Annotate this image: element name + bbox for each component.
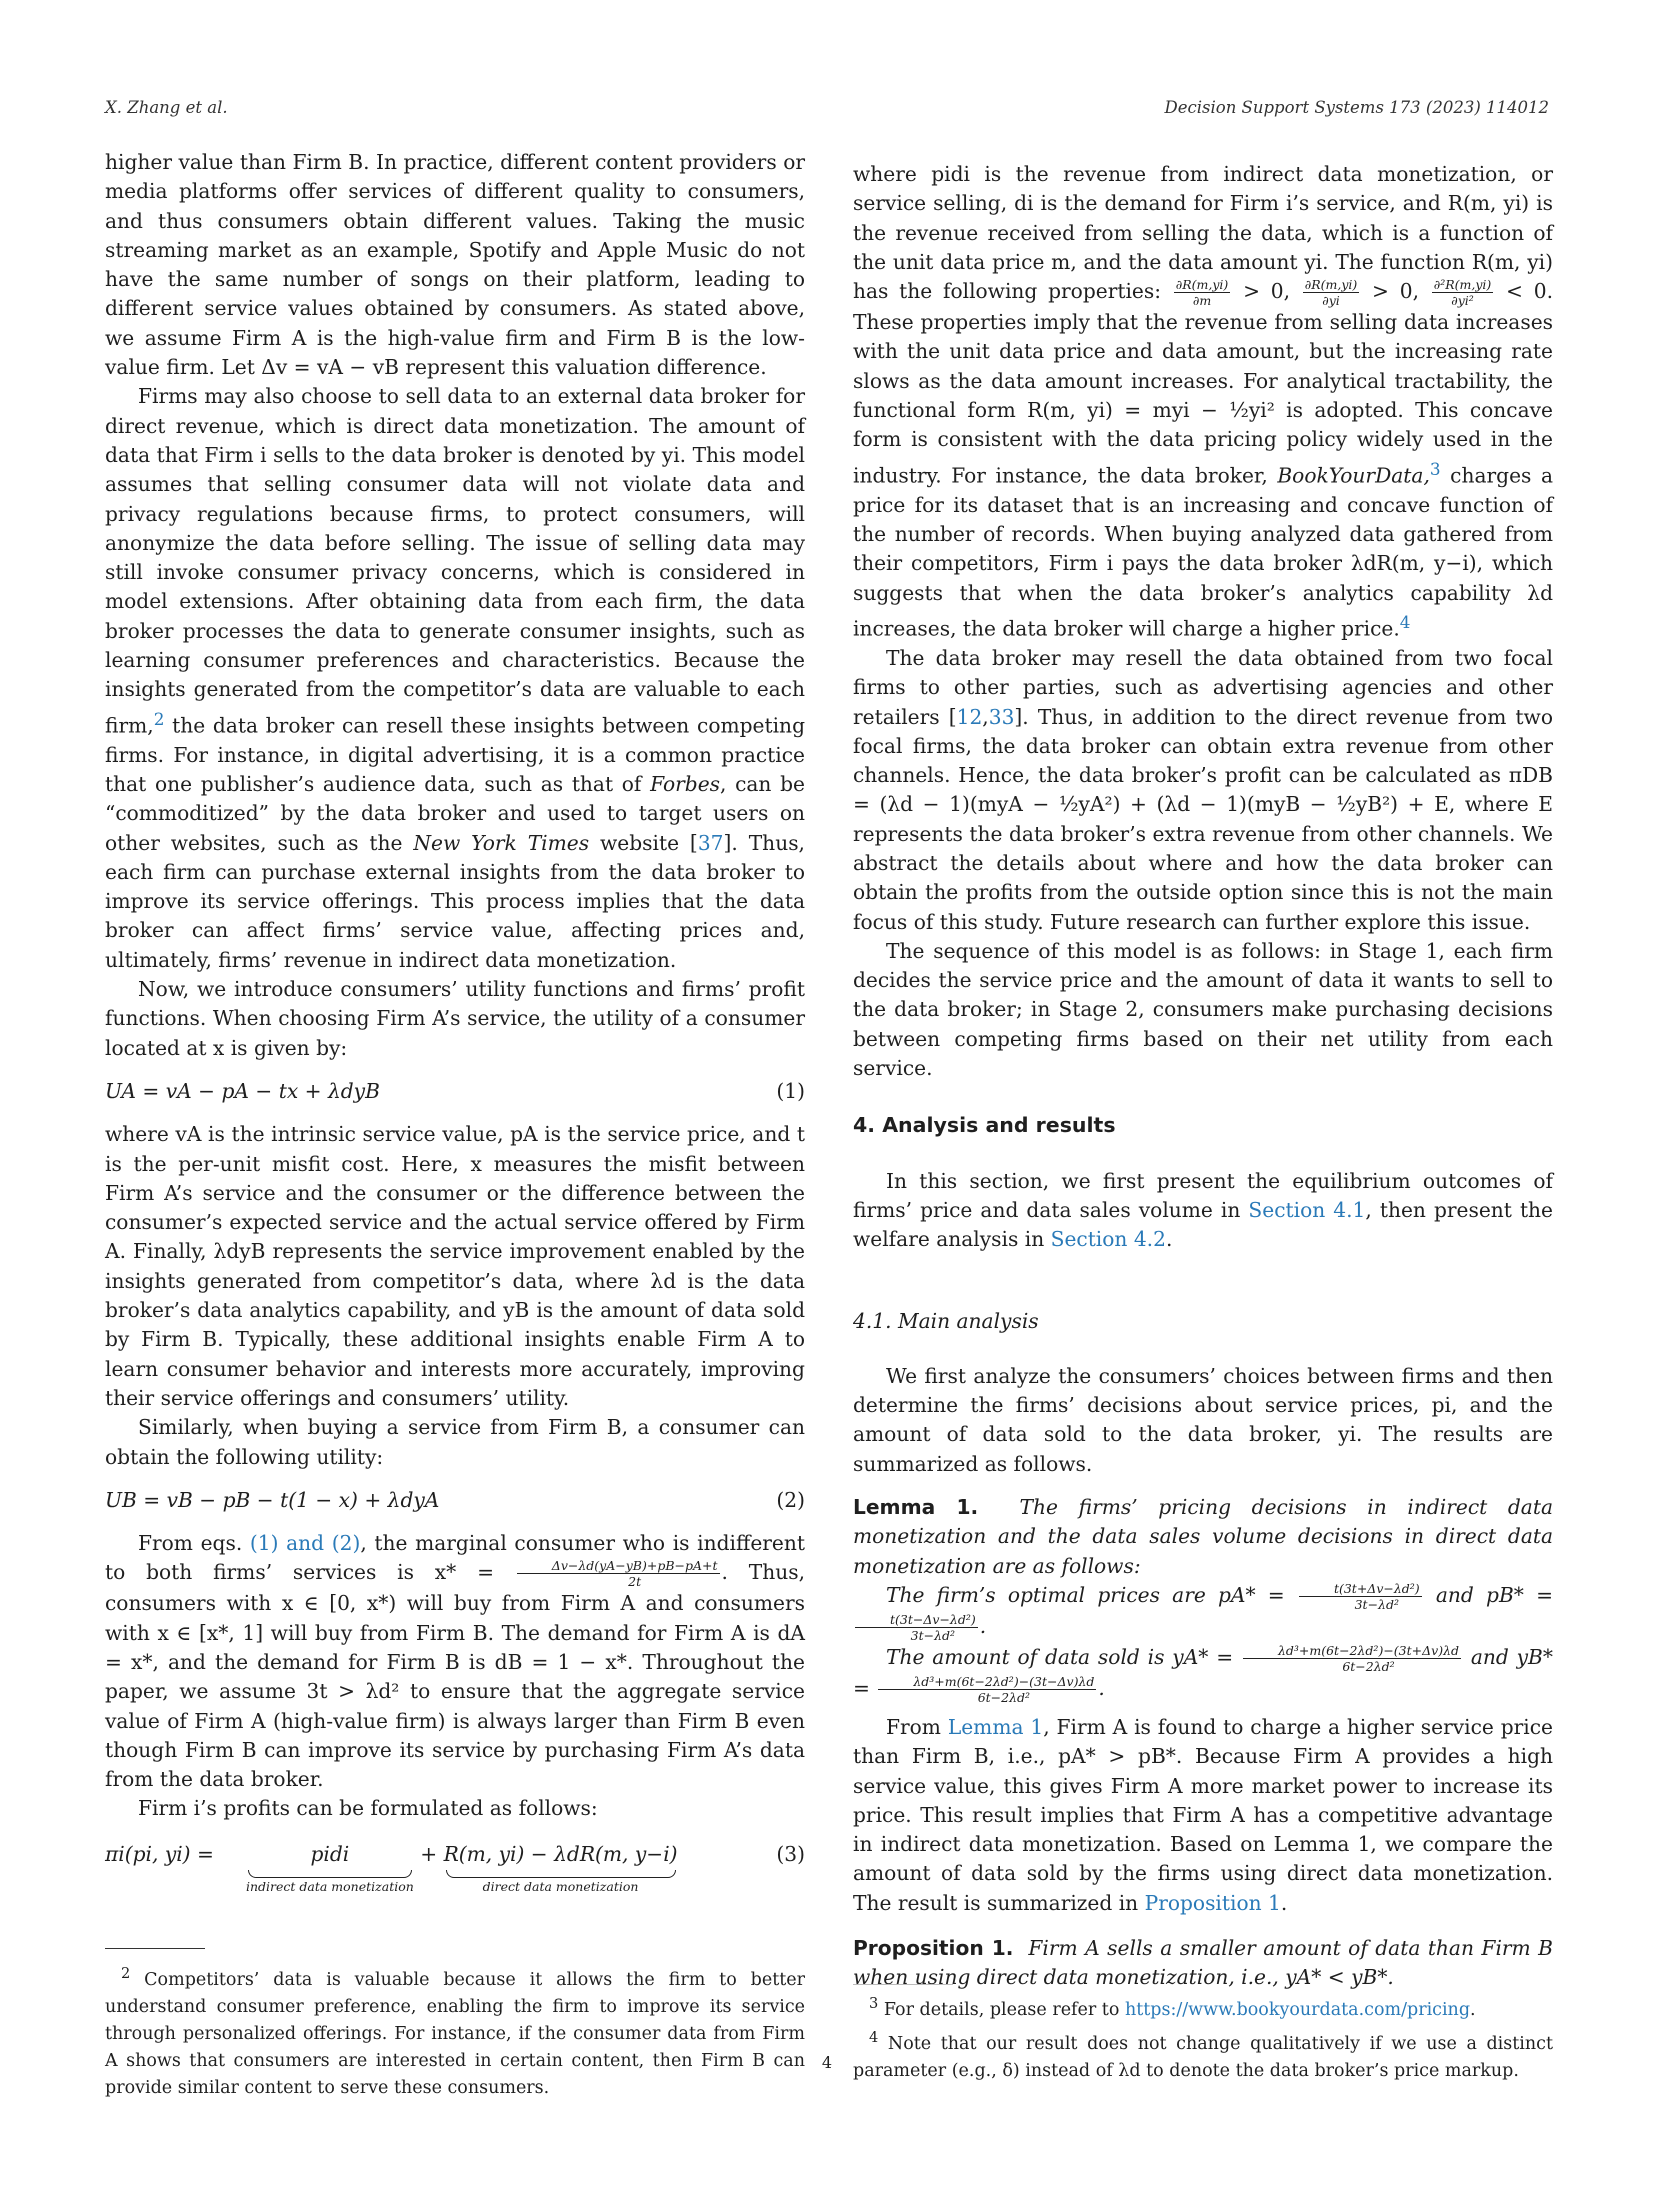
lemma-link[interactable]: Lemma 1	[947, 1714, 1044, 1739]
page-number: 4	[821, 2053, 833, 2072]
citation-link[interactable]: 37	[697, 830, 724, 855]
paragraph: From eqs. (1) and (2), the marginal consumer who is indifferent to both firms’ services is x* = $\frac{\Delta v-\lambda d(yA-yB)+pB-pA+t}{2t}$ . Thus, consumers with x ∈ [0, x*) will buy from Firm A and consumers with x ∈ [x*, 1] will buy from Firm B. The demand for Firm A is dA = x*, and the demand for Firm B is dB = 1 − x*. Throughout the paper, we assume 3t > λd² to ensure that the aggregate service value of Firm A (high-value firm) is always larger than Firm B even though Firm B can improve its service by purchasing Firm A’s data from the data broker.	[105, 1531, 805, 1792]
fraction: $\frac{\partial R(m,yi)}{\partial yi}$	[1304, 277, 1358, 309]
section-link[interactable]: Section 4.2	[1050, 1227, 1166, 1252]
paragraph: In this section, we first present the equilibrium outcomes of firms’ price and data sales volume in Section 4.1, then present the welfare analysis in Section 4.2.	[853, 1168, 1554, 1252]
paragraph: where pidi is the revenue from indirect data monetization, or service selling, di is the demand for Firm i’s service, and R(m, yi) is the revenue received from selling the data, which is a function of the unit data price m, and the data amount yi. The function R(m, yi) has the following properties: $\frac{\partial R(m,yi)}{\partial m}$ > 0, $\frac{\partial R(m,yi)}{\partial yi}$ > 0, $\frac{\text{∂²R(m,yi)}}{\text{∂yi²}}$ < 0. These properties imply that the revenue from selling data increases with the unit data price and data amount, but the increasing rate slows as the data amount increases. For analytical tractability, the functional form R(m, yi) = myi − ½yi² is adopted. This concave form is consistent with the data pricing policy widely used in the industry. For instance, the data broker, BookYourData,$^3$ charges a price for its dataset that is an increasing and concave function of the number of records. When buying analyzed data gathered from their competitors, Firm i pays the data broker λdR(m, y−i), which suggests that when the data broker’s analytics capability λd increases, the data broker will charge a higher price.$^4$	[853, 162, 1553, 641]
equation-number: (3)	[776, 1841, 805, 1866]
paragraph: Firm i’s profits can be formulated as follows:	[138, 1796, 598, 1821]
equation-number: (2)	[776, 1487, 805, 1512]
section-heading: 4. Analysis and results	[853, 1113, 1116, 1138]
fraction: $\frac{\text{λd³+m(6t−2λd²)−(3t+Δv)λd}}{\text{6t−2λd²}}$	[1243, 1643, 1461, 1674]
paragraph: Firms may also choose to sell data to an external data broker for direct revenue, which is direct data monetization. The amount of data that Firm i sells to the data broker is denoted by yi. This model assumes that selling consumer data will not violate data and privacy regulations because firms, to protect consumers, will anonymize the data before selling. The issue of selling data may still invoke consumer privacy concerns, which is considered in model extensions. After obtaining data from each firm, the data broker processes the data to generate consumer insights, such as learning consumer preferences and characteristics. Because the insights generated from the competitor’s data are valuable to each firm,$^2$ the data broker can resell these insights between competing firms. For instance, in digital advertising, it is a common practice that one publisher’s audience data, such as that of Forbes, can be “commoditized” by the data broker and used to target users on other websites, such as the New York Times website [37]. Thus, each firm can purchase external insights from the data broker to improve its service offerings. This process implies that the data broker can affect firms’ service value, affecting prices and, ultimately, firms’ revenue in indirect data monetization.	[105, 384, 805, 972]
paragraph: higher value than Firm B. In practice, different content providers or media platforms offer services of different quality to consumers, and thus consumers obtain different values. Taking the music streaming market as an example, Spotify and Apple Music do not have the same number of songs on their platform, leading to different service values obtained by consumers. As stated above, we assume Firm A is the high-value firm and Firm B is the low-value firm. Let Δv = vA − vB represent this valuation difference.	[105, 150, 805, 380]
footnote-ref[interactable]: 2	[153, 708, 165, 729]
fraction: $\frac{\text{t(3t+Δv−λd²)}}{\text{3t−λd²}}$	[1299, 1581, 1422, 1612]
paragraph: From Lemma 1, Firm A is found to charge a higher service price than Firm B, i.e., pA* > pB*. Because Firm A provides a high service value, this gives Firm A more market power to increase its price. This result implies that Firm A has a competitive advantage in indirect data monetization. Based on Lemma 1, we compare the amount of data sold by the firms using direct data monetization. The result is summarized in Proposition 1.	[853, 1714, 1553, 1915]
running-header-journal: Decision Support Systems 173 (2023) 114012	[1164, 98, 1549, 117]
paragraph: The sequence of this model is as follows: in Stage 1, each firm decides the service price and the amount of data it wants to sell to the data broker; in Stage 2, consumers make purchasing decisions between competing firms based on their net utility from each service.	[853, 938, 1553, 1081]
footnote-divider	[853, 1984, 953, 1985]
equation-2: UB = vB − pB − t(1 − x) + λdyA (2)	[105, 1486, 805, 1515]
footnote-3: $^3$ For details, please refer to https://www.bookyourdata.com/pricing.	[869, 1995, 1476, 2020]
paragraph: Similarly, when buying a service from Firm B, a consumer can obtain the following utility:	[105, 1415, 805, 1469]
paragraph: We first analyze the consumers’ choices between firms and then determine the firms’ decisions about service prices, pi, and the amount of data sold to the data broker, yi. The results are summarized as follows.	[853, 1363, 1553, 1476]
section-link[interactable]: Section 4.1	[1248, 1197, 1366, 1222]
footnote-mark: 2	[121, 1965, 131, 1982]
proposition-1: Proposition 1. Firm A sells a smaller amount of data than Firm B when using direct data monetization, i.e., yA* < yB*.	[853, 1936, 1553, 1990]
subsection-heading: 4.1. Main analysis	[853, 1308, 1039, 1333]
fraction: $\frac{\partial R(m,yi)}{\partial m}$	[1175, 277, 1229, 309]
paragraph: The data broker may resell the data obtained from two focal firms to other parties, such as advertising agencies and other retailers [12,33]. Thus, in addition to the direct revenue from two focal firms, the data broker can obtain extra revenue from other channels. Hence, the data broker’s profit can be calculated as πDB = (λd − 1)(myA − ½yA²) + (λd − 1)(myB − ½yB²) + E, where E represents the data broker’s extra revenue from other channels. We abstract the details about where and how the data broker can obtain the profits from the outside option since this is not the main focus of this study. Future research can further explore this issue.	[853, 645, 1553, 934]
equation-link[interactable]: (1) and (2)	[249, 1531, 361, 1556]
footnote-divider	[105, 1948, 205, 1949]
footnote-2: $^2$ Competitors’ data is valuable because it allows the firm to better understand consumer preference, enabling the firm to improve its service through personalized offerings. For instance, if the consumer data from Firm A shows that consumers are interested in certain content, then Firm B can provide similar content to serve these consumers.	[105, 1965, 805, 2098]
equation-number: (1)	[776, 1078, 805, 1103]
indirect-monetization-term: pidi indirect data monetization	[245, 1841, 414, 1895]
footnote-4: $^4$ Note that our result does not change qualitatively if we use a distinct parameter (e.g., δ) instead of λd to denote the data broker’s price markup.	[853, 2028, 1553, 2081]
paragraph: where vA is the intrinsic service value, pA is the service price, and t is the per-unit misfit cost. Here, x measures the misfit between Firm A’s service and the consumer or the difference between the consumer’s expected service and the actual service offered by Firm A. Finally, λdyB represents the service improvement enabled by the insights generated from competitor’s data, where λd is the data broker’s data analytics capability, and yB is the amount of data sold by Firm B. Typically, these additional insights enable Firm A to learn consumer behavior and interests more accurately, improving their service offerings and consumers’ utility.	[105, 1122, 805, 1410]
fraction: $\frac{\text{∂²R(m,yi)}}{\text{∂yi²}}$	[1433, 277, 1492, 309]
paragraph: Now, we introduce consumers’ utility functions and firms’ profit functions. When choosing Firm A’s service, the utility of a consumer located at x is given by:	[105, 977, 805, 1060]
running-header-authors: X. Zhang et al.	[105, 98, 228, 117]
equation-3: πi(pi, yi) = pidi indirect data monetization + R(m, yi) − λdR(m, y−i) direct data monetization (3)	[105, 1841, 805, 1895]
right-column	[853, 160, 1553, 1993]
equation-1: UA = vA − pA − tx + λdyB (1)	[105, 1077, 805, 1106]
fraction: $\frac{\text{t(3t−Δv−λd²)}}{\text{3t−λd²}}$	[855, 1612, 978, 1643]
direct-monetization-term: R(m, yi) − λdR(m, y−i) direct data monetization	[443, 1841, 678, 1895]
fraction: $\frac{\Delta v-\lambda d(yA-yB)+pB-pA+t}{2t}$	[517, 1558, 720, 1589]
footnote-ref[interactable]: 3	[1429, 458, 1441, 479]
fraction: $\frac{\text{λd³+m(6t−2λd²)−(3t−Δv)λd}}{\text{6t−2λd²}}$	[878, 1674, 1096, 1705]
citation-link[interactable]: 33	[988, 704, 1015, 729]
left-column	[105, 148, 805, 1908]
proposition-link[interactable]: Proposition 1	[1144, 1890, 1281, 1915]
bookyourdata-link[interactable]: https://www.bookyourdata.com/pricing	[1124, 1999, 1471, 2020]
lemma-1: Lemma 1. The firms’ pricing decisions in indirect data monetization and the data sales volume decisions in direct data monetization are as follows: The firm’s optimal prices are pA* = $\frac{\text{t(3t+Δv−λd²)}}{\text{3t−λd²}}$ and pB* = $\frac{\text{t(3t−Δv−λd²)}}{\text{3t−λd²}}$ . The amount of data sold is yA* = $\frac{\text{λd³+m(6t−2λd²)−(3t+Δv)λd}}{\text{6t−2λd²}}$ and yB* = $\frac{\text{λd³+m(6t−2λd²)−(3t−Δv)λd}}{\text{6t−2λd²}}$ .	[853, 1495, 1554, 1705]
footnote-ref[interactable]: 4	[1399, 611, 1411, 632]
citation-link[interactable]: 12	[956, 704, 983, 729]
